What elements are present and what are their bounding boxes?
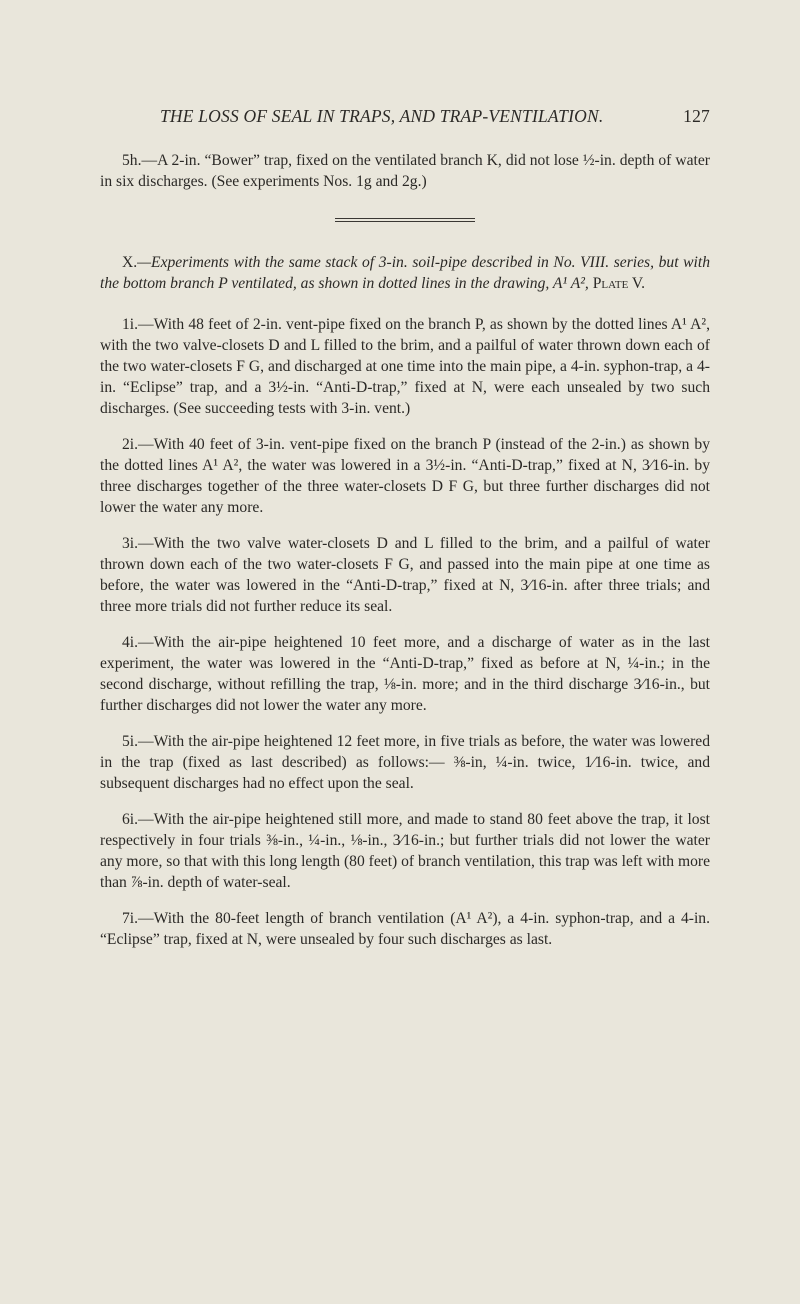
paragraph-6i: 6i.—With the air-pipe heightened still more, and made to stand 80 feet above the trap, it lost respectively in four trials ⅜-in., ¼-in., ⅛-in., 3⁄16-in.; but further trials did not lower the water any more, so that with this long length (80 feet) of branch ventilation, this trap was left with more than ⅞-in. depth of water-seal. <box>100 811 710 891</box>
section-heading-x <box>100 252 710 294</box>
paragraph-1i: 1i.—With 48 feet of 2-in. vent-pipe fixed on the branch P, as shown by the dotted lines A¹ A², with the two valve-closets D and L filled to the brim, and a pailful of water thrown down each of the two water-closets F G, and discharged at one time into the main pipe, a 4-in. syphon-trap, a 4-in. “Eclipse” trap, and a 3½-in. “Anti-D-trap,” fixed at N, were each unsealed by two such discharges. (See succeeding tests with 3-in. vent.) <box>100 316 710 417</box>
paragraph-7i: 7i.—With the 80-feet length of branch ventilation (A¹ A²), a 4-in. syphon-trap, and a 4-in. “Eclipse” trap, fixed at N, were unsealed by four such discharges as last. <box>100 910 710 948</box>
paragraph-5i: 5i.—With the air-pipe heightened 12 feet more, in five trials as before, the water was lowered in the trap (fixed as last described) as follows:— ⅜-in, ¼-in. twice, 1⁄16-in. twice, and subsequent discharges had no effect upon the seal. <box>100 733 710 792</box>
page-body <box>100 150 710 965</box>
running-title: THE LOSS OF SEAL IN TRAPS, AND TRAP-VENTILATION. <box>160 106 604 126</box>
paragraph-5h: 5h.—A 2-in. “Bower” trap, fixed on the ventilated branch K, did not lose ½-in. depth of water in six discharges. (See experiments Nos. 1g and 2g.) <box>100 152 710 190</box>
section-heading-text: —Experiments with the same stack of 3-in. soil-pipe described in No. VIII. series, but with the bottom branch P ventilated, as shown in dotted lines in the drawing, A¹ A², <box>100 254 710 292</box>
section-divider <box>335 218 475 222</box>
page-number: 127 <box>683 106 710 126</box>
running-head <box>160 106 710 127</box>
plate-reference: Plate V. <box>592 275 646 292</box>
paragraph-4i: 4i.—With the air-pipe heightened 10 feet more, and a discharge of water as in the last experiment, the water was lowered in the “Anti-D-trap,” fixed as before at N, ¼-in.; in the second discharge, without refilling the trap, ⅛-in. more; and in the third discharge 3⁄16-in., but further discharges did not lower the water any more. <box>100 634 710 714</box>
section-label: X. <box>122 254 138 271</box>
paragraph-2i: 2i.—With 40 feet of 3-in. vent-pipe fixed on the branch P (instead of the 2-in.) as shown by the dotted lines A¹ A², the water was lowered in a 3½-in. “Anti-D-trap,” fixed at N, 3⁄16-in. by three discharges together of the three water-closets D F G, but three further discharges did not lower the water any more. <box>100 436 710 516</box>
paragraph-3i: 3i.—With the two valve water-closets D and L filled to the brim, and a pailful of water thrown down each of the two water-closets F G, and passed into the main pipe at one time as before, the water was lowered in the “Anti-D-trap,” fixed at N, 3⁄16-in. after three trials; and three more trials did not further reduce its seal. <box>100 535 710 615</box>
